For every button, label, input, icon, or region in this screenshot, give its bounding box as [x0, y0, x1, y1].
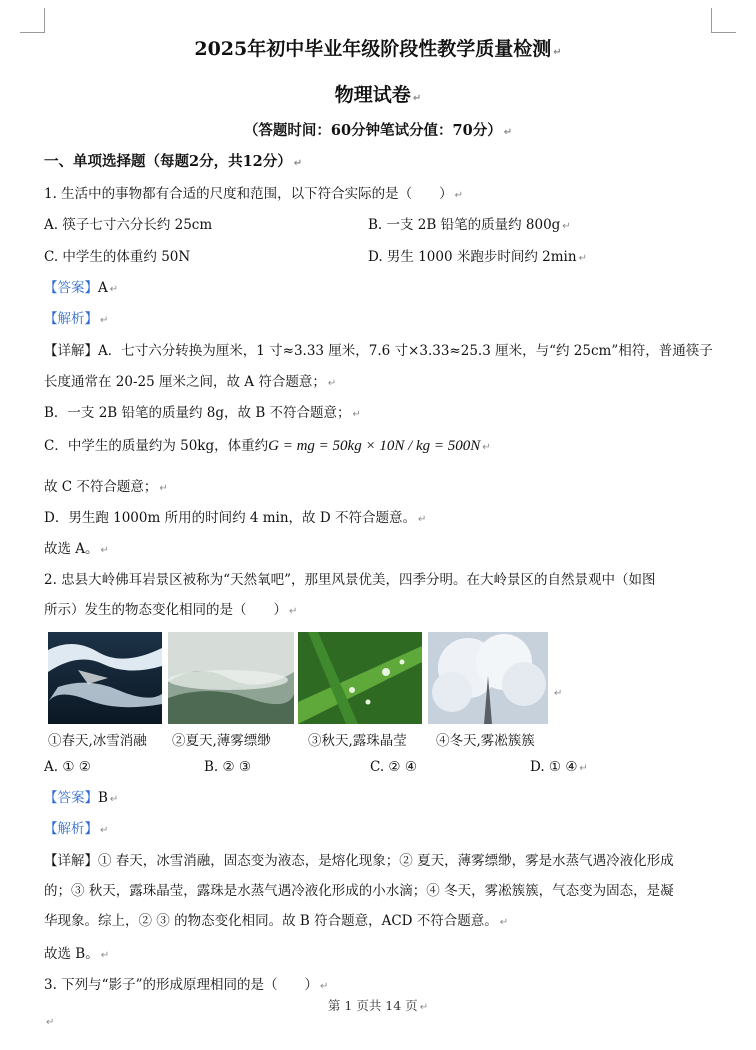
- subject-title: 物理试卷 ↵: [334, 84, 422, 106]
- q1-stem: 1. 生活中的事物都有合适的尺度和范围，以下符合实际的是（ ） ↵: [44, 186, 464, 202]
- image-row-mark: ↵: [554, 688, 563, 699]
- image-spring-ice-melting: [48, 632, 162, 724]
- image-autumn-dew: [298, 632, 422, 724]
- q1-detail-line-3: B．一支 2B 铅笔的质量约 8g，故 B 不符合题意； ↵: [44, 405, 361, 421]
- q1-detail-line-5: 故 C 不符合题意； ↵: [44, 479, 168, 495]
- caption-1: ①春天,冰雪消融: [48, 733, 147, 749]
- caption-4: ④冬天,雾凇簇簇: [436, 733, 535, 749]
- q2-option-a: A. ① ②: [44, 759, 91, 775]
- caption-3: ③秋天,露珠晶莹: [308, 733, 407, 749]
- q3-stem: 3. 下列与“影子”的形成原理相同的是（ ） ↵: [44, 977, 329, 993]
- image-winter-rime: [428, 632, 548, 724]
- q1-option-a: A. 筷子七寸六分长约 25cm: [44, 217, 213, 233]
- crop-mark-top-left: [20, 8, 45, 33]
- q1-analysis-label: 【解析】 ↵: [44, 311, 109, 327]
- caption-2: ②夏天,薄雾缥缈: [172, 733, 271, 749]
- q1-option-d: D. 男生 1000 米跑步时间约 2min ↵: [368, 249, 587, 265]
- q2-option-d: D. ① ④ ↵: [530, 759, 588, 775]
- q2-option-c: C. ② ④: [370, 759, 417, 775]
- q1-option-b: B. 一支 2B 铅笔的质量约 800g ↵: [368, 217, 571, 233]
- q2-detail-line-2: 的；③ 秋天，露珠晶莹，露珠是水蒸气遇冷液化形成的小水滴；④ 冬天，雾凇簇簇，气态变为固态，是凝: [44, 883, 674, 899]
- q1-detail-line-6: D．男生跑 1000m 所用的时间约 4 min，故 D 不符合题意。 ↵: [44, 510, 427, 526]
- q2-conclusion: 故选 B。 ↵: [44, 946, 110, 962]
- q2-stem-line-1: 2. 忠县大岭佛耳岩景区被称为“天然氧吧”，那里风景优美，四季分明。在大岭景区的自然景观中（如图: [44, 572, 656, 588]
- page-footer: 第 1 页共 14 页 ↵: [327, 998, 429, 1013]
- section-heading: 一、单项选择题（每题2分，共12分） ↵: [44, 153, 303, 170]
- q2-answer: 【答案】B ↵: [44, 790, 119, 806]
- exam-title: 2025年初中毕业年级阶段性教学质量检测 ↵: [194, 38, 562, 60]
- q1-conclusion: 故选 A。 ↵: [44, 541, 109, 557]
- trailing-paragraph-mark: ↵: [46, 1017, 55, 1028]
- q1-detail-line-1: 【详解】A．七寸六分转换为厘米，1 寸≈3.33 厘米，7.6 寸×3.33≈25.3 厘米，与“约 25cm”相符，普通筷子: [44, 343, 713, 359]
- exam-info: （答题时间：60分钟笔试分值：70分） ↵: [243, 122, 513, 139]
- q2-analysis-label: 【解析】 ↵: [44, 821, 109, 837]
- q2-option-b: B. ② ③: [204, 759, 251, 775]
- q2-stem-line-2: 所示）发生的物态变化相同的是（ ） ↵: [44, 602, 298, 618]
- q1-detail-line-2: 长度通常在 20-25 厘米之间，故 A 符合题意； ↵: [44, 374, 337, 390]
- q2-detail-line-3: 华现象。综上，② ③ 的物态变化相同。故 B 符合题意，ACD 不符合题意。 ↵: [44, 913, 509, 929]
- weight-formula: G = mg = 50kg × 10N / kg = 500N: [268, 438, 481, 454]
- image-summer-mist: [168, 632, 294, 724]
- crop-mark-top-right: [711, 8, 736, 33]
- q1-option-c: C. 中学生的体重约 50N: [44, 249, 191, 265]
- q2-detail-line-1: 【详解】① 春天，冰雪消融，固态变为液态，是熔化现象；② 夏天，薄雾缥缈，雾是水蒸气遇冷液化形成: [44, 853, 674, 869]
- q1-detail-line-4: C．中学生的质量约为 50kg，体重约G = mg = 50kg × 10N / kg = 500N ↵: [44, 438, 491, 454]
- q1-answer: 【答案】A ↵: [44, 280, 119, 296]
